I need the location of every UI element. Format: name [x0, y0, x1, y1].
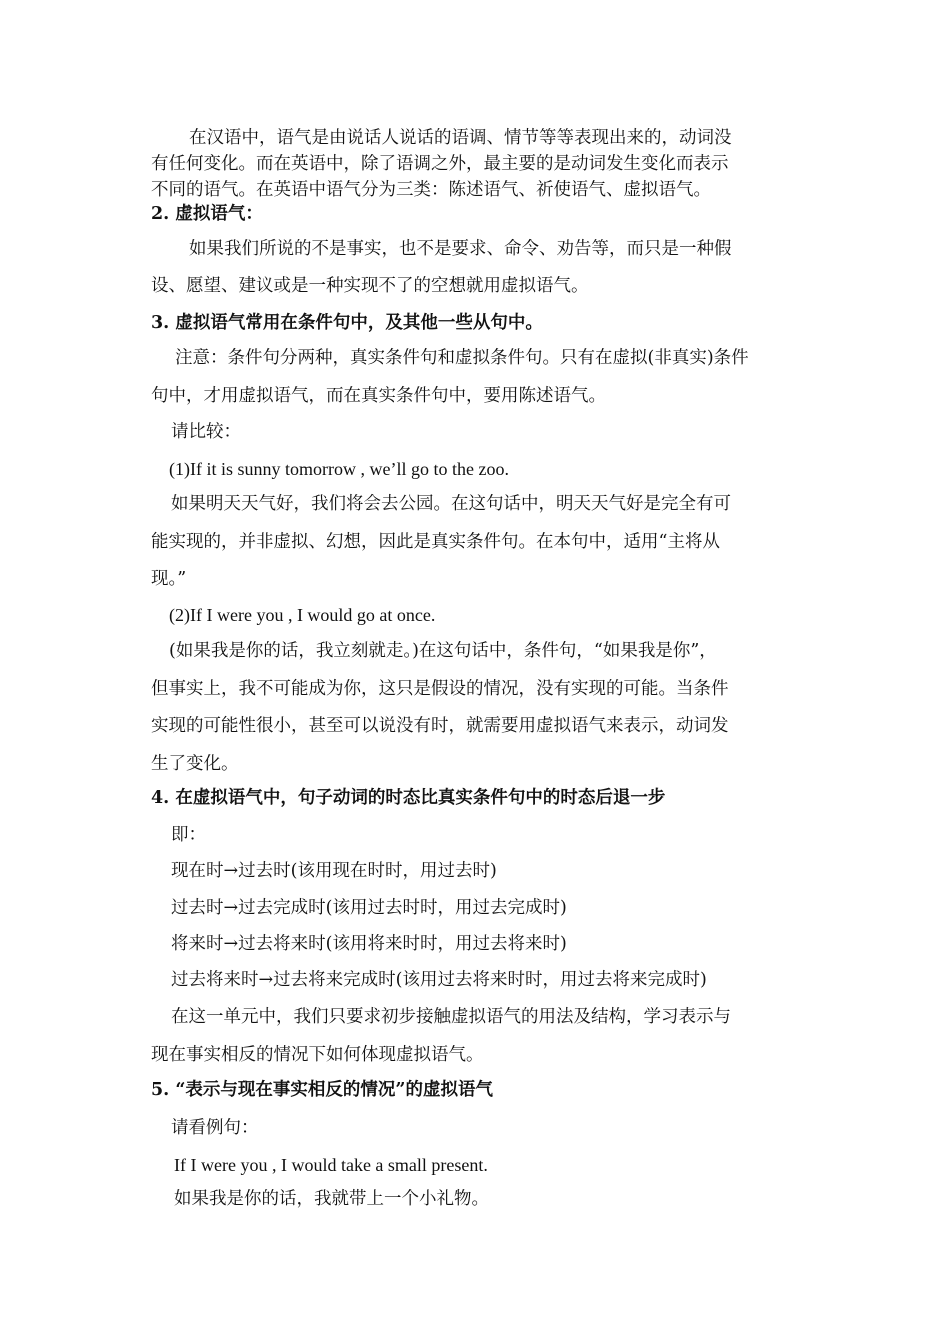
intro-line: 不同的语气。在英语中语气分为三类：陈述语气、祈使语气、虚拟语气。 — [151, 180, 711, 200]
section-3-note-line: 注意：条件句分两种，真实条件句和虚拟条件句。只有在虚拟(非真实)条件 — [175, 348, 749, 368]
example-1-sentence: (1)If it is sunny tomorrow , we’ll go to the zoo. — [169, 459, 509, 479]
section-2-line: 设、愿望、建议或是一种实现不了的空想就用虚拟语气。 — [151, 276, 589, 296]
tense-rule: 现在时→过去时(该用现在时时，用过去时) — [171, 861, 497, 881]
example-translation: 如果我是你的话，我就带上一个小礼物。 — [174, 1189, 489, 1209]
section-5-heading: 5. “表示与现在事实相反的情况”的虚拟语气 — [151, 1080, 493, 1100]
example-2-explain-line: 但事实上，我不可能成为你，这只是假设的情况，没有实现的可能。当条件 — [151, 679, 729, 699]
section-3-heading: 3. 虚拟语气常用在条件句中，及其他一些从句中。 — [151, 313, 543, 333]
section-4-summary-line: 现在事实相反的情况下如何体现虚拟语气。 — [151, 1045, 484, 1065]
example-sentence: If I were you , I would take a small present. — [174, 1155, 488, 1175]
tense-rule: 过去将来时→过去将来完成时(该用过去将来时时，用过去将来完成时) — [171, 970, 707, 990]
tense-rule: 将来时→过去将来时(该用将来时时，用过去将来时) — [171, 934, 567, 954]
section-2-heading: 2. 虚拟语气： — [151, 204, 263, 224]
compare-label: 请比较： — [171, 422, 241, 442]
section-4-heading: 4. 在虚拟语气中，句子动词的时态比真实条件句中的时态后退一步 — [151, 788, 666, 808]
ie-label: 即： — [171, 825, 206, 845]
example-1-explain-line: 现。” — [151, 569, 187, 589]
intro-line: 在汉语中，语气是由说话人说话的语调、情节等等表现出来的，动词没 — [189, 128, 732, 148]
example-1-explain-line: 如果明天天气好，我们将会去公园。在这句话中，明天天气好是完全有可 — [171, 494, 731, 514]
intro-line: 有任何变化。而在英语中，除了语调之外，最主要的是动词发生变化而表示 — [151, 154, 729, 174]
section-4-summary-line: 在这一单元中，我们只要求初步接触虚拟语气的用法及结构，学习表示与 — [171, 1007, 731, 1027]
example-1-explain-line: 能实现的，并非虚拟、幻想，因此是真实条件句。在本句中，适用“主将从 — [151, 532, 720, 552]
example-2-explain-line: 生了变化。 — [151, 754, 239, 774]
example-2-sentence: (2)If I were you , I would go at once. — [169, 605, 436, 625]
example-2-explain-line: (如果我是你的话，我立刻就走。)在这句话中，条件句，“如果我是你”， — [169, 641, 717, 661]
section-2-line: 如果我们所说的不是事实，也不是要求、命令、劝告等，而只是一种假 — [189, 239, 732, 259]
example-label: 请看例句： — [171, 1118, 259, 1138]
section-3-note-line: 句中，才用虚拟语气，而在真实条件句中，要用陈述语气。 — [151, 386, 606, 406]
example-2-explain-line: 实现的可能性很小，甚至可以说没有时，就需要用虚拟语气来表示，动词发 — [151, 716, 729, 736]
tense-rule: 过去时→过去完成时(该用过去时时，用过去完成时) — [171, 898, 567, 918]
